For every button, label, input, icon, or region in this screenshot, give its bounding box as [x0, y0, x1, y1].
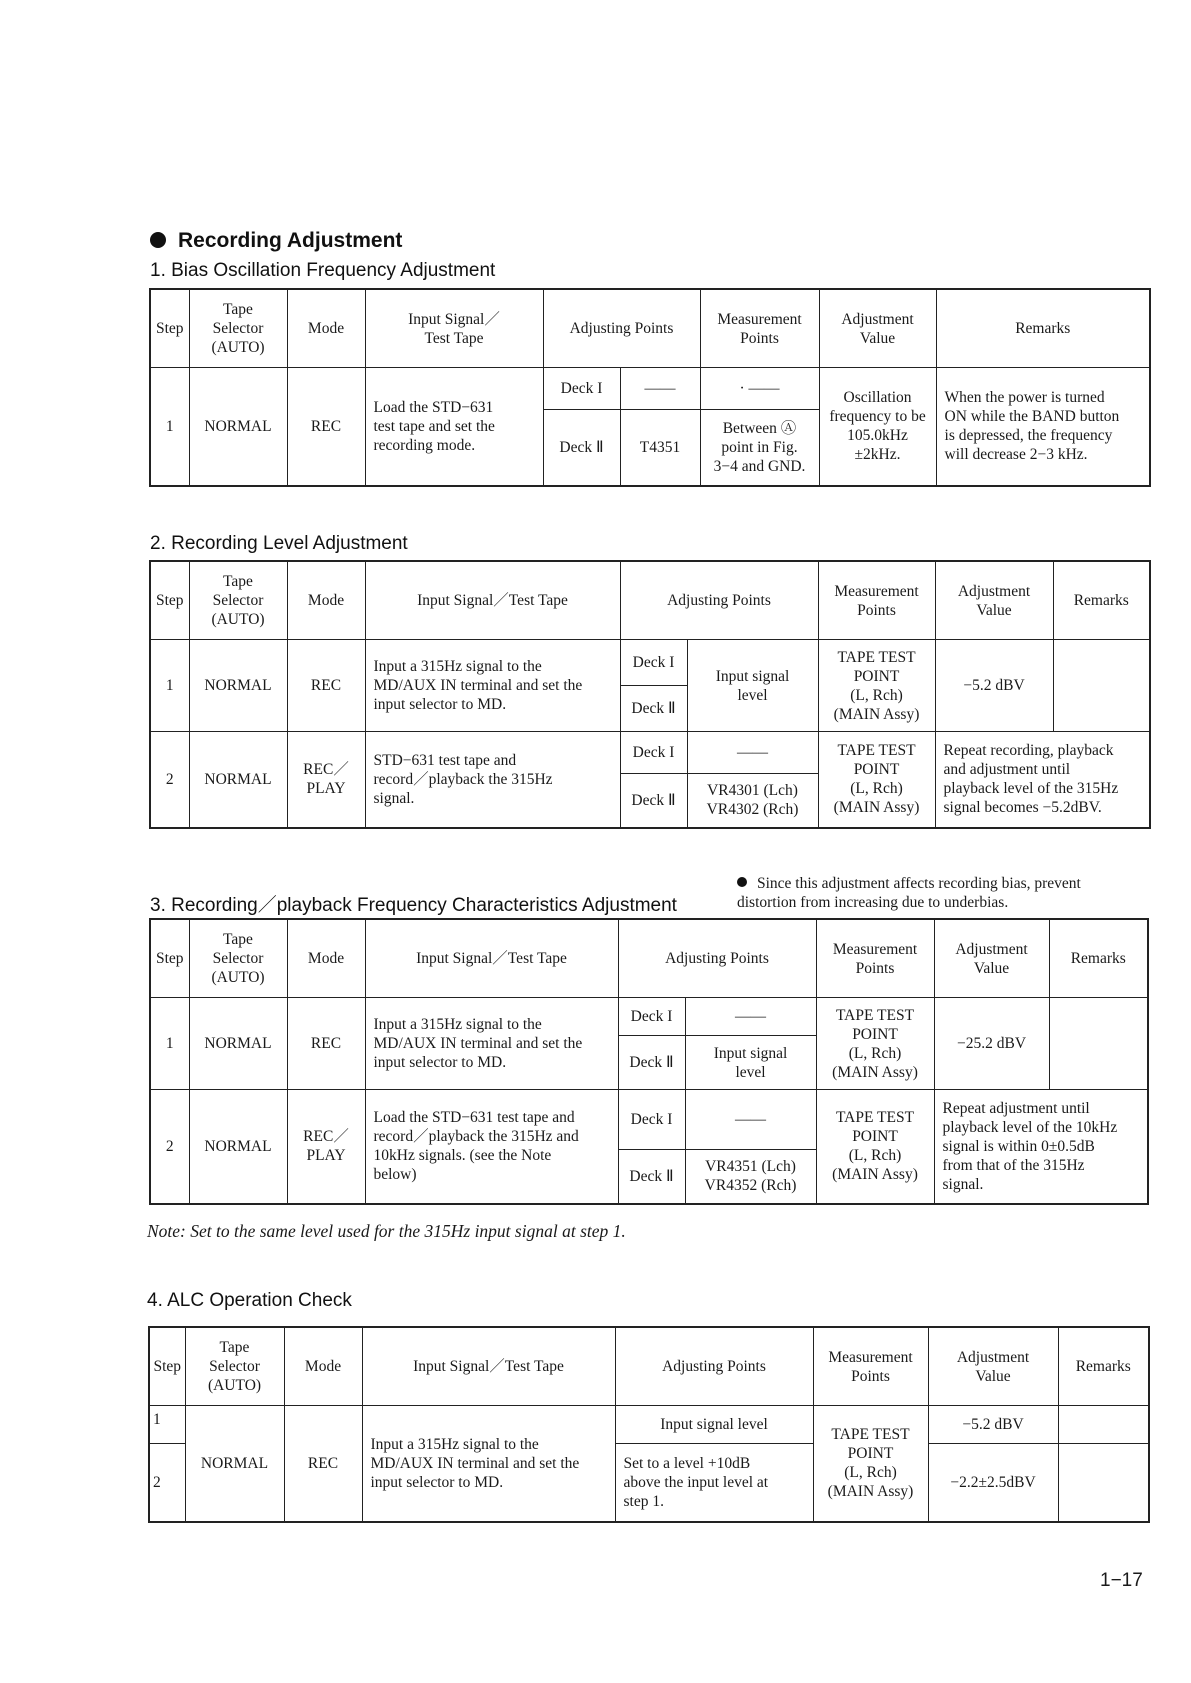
table-cell-mode: REC — [287, 368, 365, 486]
header-input-signal: Input Signal／Test Tape — [365, 561, 620, 640]
header-step: Step — [150, 561, 189, 640]
table-cell-deck1-point: —— — [687, 732, 818, 774]
table-cell-input: Input a 315Hz signal to the MD/AUX IN terminal and set the input selector to MD. — [365, 998, 618, 1090]
table-cell-meas: TAPE TEST POINT (L, Rch) (MAIN Assy) — [818, 640, 935, 732]
header-tape-selector: Tape Selector (AUTO) — [189, 919, 287, 998]
header-adjusting-points: Adjusting Points — [618, 919, 816, 998]
section3-title: 3. Recording／playback Frequency Characteristics Adjustment — [150, 895, 677, 916]
table-cell-deck1-point: —— — [620, 368, 700, 410]
table-cell-point: Input signal level — [687, 640, 818, 732]
table-cell-mode: REC／ PLAY — [287, 1090, 365, 1204]
table-cell-remarks — [1049, 998, 1148, 1090]
side-note-text: Since this adjustment affects recording bias, prevent distortion from increasing due to underbias. — [737, 875, 1081, 911]
table-cell-meas: TAPE TEST POINT (L, Rch) (MAIN Assy) — [818, 732, 935, 828]
note-text: Note: Set to the same level used for the 315Hz input signal at step 1. — [147, 1221, 626, 1241]
header-tape-selector: Tape Selector (AUTO) — [189, 289, 287, 368]
table-cell-mode: REC — [287, 640, 365, 732]
table-cell-tape: NORMAL — [185, 1406, 284, 1522]
header-remarks: Remarks — [1053, 561, 1150, 640]
table-cell-remarks: Repeat adjustment until playback level of the 10kHz signal is within 0±0.5dB from that of the 315Hz signal. — [934, 1090, 1148, 1204]
table-cell-step: 2 — [150, 1090, 189, 1204]
table-cell-deck2: Deck Ⅱ — [618, 1036, 685, 1090]
header-mode: Mode — [284, 1327, 362, 1406]
header-measurement-points: Measurement Points — [813, 1327, 928, 1406]
table-cell-point1: Input signal level — [615, 1406, 813, 1444]
table-cell-deck1-point: —— — [685, 998, 816, 1036]
header-step: Step — [150, 919, 189, 998]
table-cell-tape: NORMAL — [189, 1090, 287, 1204]
table-cell-deck2-point: T4351 — [620, 410, 700, 486]
header-remarks: Remarks — [1049, 919, 1148, 998]
table-cell-deck1: Deck I — [620, 640, 687, 686]
header-adjustment-value: Adjustment Value — [819, 289, 936, 368]
header-adjustment-value: Adjustment Value — [934, 919, 1049, 998]
table-cell-remarks — [1058, 1406, 1149, 1444]
table-cell-value2: −2.2±2.5dBV — [928, 1444, 1058, 1522]
table-cell-tape: NORMAL — [189, 998, 287, 1090]
table-cell-tape: NORMAL — [189, 732, 287, 828]
table-cell-deck2: Deck Ⅱ — [618, 1150, 685, 1204]
table-cell-deck1: Deck I — [618, 998, 685, 1036]
header-adjusting-points: Adjusting Points — [543, 289, 700, 368]
recording-adjustment-heading — [150, 229, 402, 253]
table-cell-step: 1 — [149, 1406, 185, 1444]
table-cell-step: 1 — [150, 640, 189, 732]
table-cell-deck2-point: VR4301 (Lch) VR4302 (Rch) — [687, 774, 818, 828]
header-step: Step — [150, 289, 189, 368]
table-cell-value: −5.2 dBV — [935, 640, 1053, 732]
bias-oscillation-table — [149, 288, 1151, 487]
table-cell-deck2: Deck Ⅱ — [620, 774, 687, 828]
table-cell-deck1: Deck I — [543, 368, 620, 410]
bias-side-note — [737, 874, 1157, 912]
table-cell-tape: NORMAL — [189, 640, 287, 732]
recording-level-table — [149, 560, 1151, 829]
table-cell-deck2-meas: Between Ⓐ point in Fig. 3−4 and GND. — [700, 410, 819, 486]
header-adjustment-value: Adjustment Value — [928, 1327, 1058, 1406]
header-measurement-points: Measurement Points — [818, 561, 935, 640]
table-cell-step: 1 — [150, 998, 189, 1090]
bullet-icon — [737, 877, 747, 887]
table-cell-input: Input a 315Hz signal to the MD/AUX IN terminal and set the input selector to MD. — [365, 640, 620, 732]
table-cell-step: 2 — [150, 732, 189, 828]
section2-title: 2. Recording Level Adjustment — [150, 533, 408, 554]
section1-title: 1. Bias Oscillation Frequency Adjustment — [150, 260, 496, 281]
table-cell-deck2: Deck Ⅱ — [543, 410, 620, 486]
table-cell-deck2-point: Input signal level — [685, 1036, 816, 1090]
header-input-signal: Input Signal／ Test Tape — [365, 289, 543, 368]
table-cell-value: Oscillation frequency to be 105.0kHz ±2kHz. — [819, 368, 936, 486]
table-cell-meas: TAPE TEST POINT (L, Rch) (MAIN Assy) — [816, 998, 934, 1090]
header-measurement-points: Measurement Points — [816, 919, 934, 998]
table-cell-input: Load the STD−631 test tape and set the recording mode. — [365, 368, 543, 486]
header-remarks: Remarks — [936, 289, 1150, 368]
header-mode: Mode — [287, 289, 365, 368]
table-cell-deck2: Deck Ⅱ — [620, 686, 687, 732]
table-cell-remarks: When the power is turned ON while the BAND button is depressed, the frequency will decrease 2−3 kHz. — [936, 368, 1150, 486]
table-cell-deck1-point: —— — [685, 1090, 816, 1150]
alc-operation-table — [148, 1326, 1150, 1523]
header-step: Step — [149, 1327, 185, 1406]
header-measurement-points: Measurement Points — [700, 289, 819, 368]
table-cell-input: STD−631 test tape and record／playback the 315Hz signal. — [365, 732, 620, 828]
table-cell-remarks: Repeat recording, playback and adjustment until playback level of the 315Hz signal becomes −5.2dBV. — [935, 732, 1150, 828]
page-number: 1−17 — [1100, 1570, 1143, 1591]
table-cell-deck1-meas: · —— — [700, 368, 819, 410]
main-heading-text: Recording Adjustment — [178, 229, 403, 252]
table-cell-mode: REC／ PLAY — [287, 732, 365, 828]
table-cell-input: Load the STD−631 test tape and record／playback the 315Hz and 10kHz signals. (see the Note below) — [365, 1090, 618, 1204]
table-cell-deck1: Deck I — [620, 732, 687, 774]
header-adjusting-points: Adjusting Points — [620, 561, 818, 640]
header-tape-selector: Tape Selector (AUTO) — [185, 1327, 284, 1406]
section4-title: 4. ALC Operation Check — [147, 1290, 352, 1311]
table-cell-value: −25.2 dBV — [934, 998, 1049, 1090]
table-cell-mode: REC — [284, 1406, 362, 1522]
header-input-signal: Input Signal／Test Tape — [365, 919, 618, 998]
table-cell-remarks — [1053, 640, 1150, 732]
frequency-characteristics-table — [149, 918, 1149, 1205]
table-cell-meas: TAPE TEST POINT (L, Rch) (MAIN Assy) — [813, 1406, 928, 1522]
header-tape-selector: Tape Selector (AUTO) — [189, 561, 287, 640]
header-remarks: Remarks — [1058, 1327, 1149, 1406]
table-cell-step: 1 — [150, 368, 189, 486]
header-mode: Mode — [287, 919, 365, 998]
table-cell-input: Input a 315Hz signal to the MD/AUX IN terminal and set the input selector to MD. — [362, 1406, 615, 1522]
header-adjustment-value: Adjustment Value — [935, 561, 1053, 640]
table-cell-deck1: Deck I — [618, 1090, 685, 1150]
header-adjusting-points: Adjusting Points — [615, 1327, 813, 1406]
bullet-icon — [150, 232, 166, 248]
table-cell-value1: −5.2 dBV — [928, 1406, 1058, 1444]
table-cell-mode: REC — [287, 998, 365, 1090]
table-cell-remarks — [1058, 1444, 1149, 1522]
table-cell-step: 2 — [149, 1444, 185, 1522]
table-cell-deck2-point: VR4351 (Lch) VR4352 (Rch) — [685, 1150, 816, 1204]
header-mode: Mode — [287, 561, 365, 640]
table-cell-point2: Set to a level +10dB above the input level at step 1. — [615, 1444, 813, 1522]
table-cell-meas: TAPE TEST POINT (L, Rch) (MAIN Assy) — [816, 1090, 934, 1204]
table-cell-tape: NORMAL — [189, 368, 287, 486]
header-input-signal: Input Signal／Test Tape — [362, 1327, 615, 1406]
